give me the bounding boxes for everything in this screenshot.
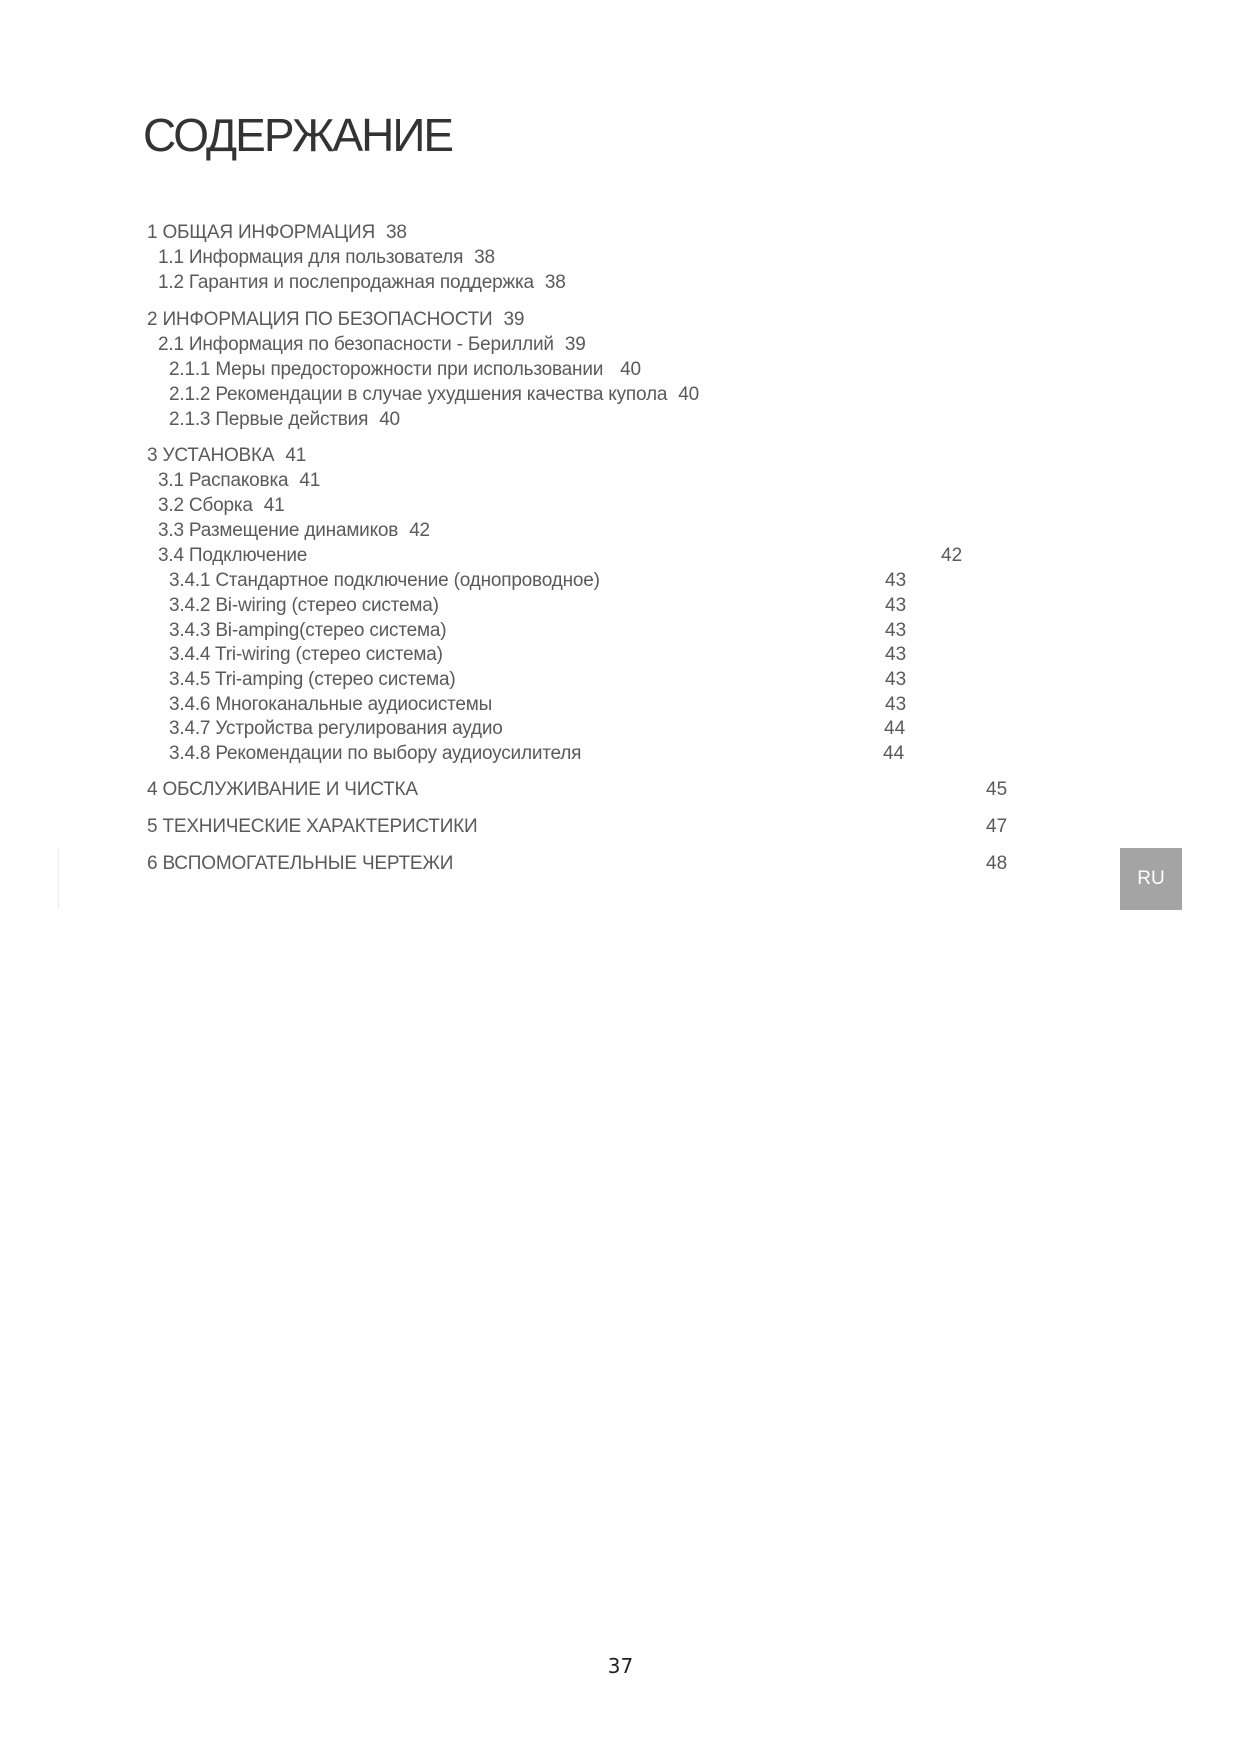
toc-entry[interactable]	[169, 358, 641, 382]
toc-entry-title: 1.2 Гарантия и послепродажная поддержка	[158, 272, 534, 293]
toc-page-number: 41	[299, 470, 321, 491]
toc-entry[interactable]	[169, 408, 400, 432]
toc-page-number: 45	[986, 779, 1008, 800]
toc-entry[interactable]	[158, 519, 430, 543]
toc-entry-title: 2.1.3 Первые действия	[169, 409, 369, 430]
toc-entry[interactable]	[158, 469, 320, 493]
toc-entry[interactable]	[169, 569, 600, 593]
toc-entry-title: 6 ВСПОМОГАТЕЛЬНЫЕ ЧЕРТЕЖИ	[147, 853, 454, 874]
toc-entry-title: 5 ТЕХНИЧЕСКИЕ ХАРАКТЕРИСТИКИ	[147, 816, 478, 837]
toc-entry[interactable]	[147, 221, 407, 245]
toc-entry[interactable]	[147, 308, 524, 332]
toc-entry[interactable]	[169, 619, 446, 643]
toc-entry-title: 3.4.1 Стандартное подключение (однопроводное)	[169, 570, 600, 591]
toc-entry[interactable]	[169, 594, 439, 618]
toc-entry[interactable]	[169, 383, 699, 407]
toc-page-number: 42	[941, 545, 963, 566]
toc-entry-title: 3.4.4 Tri-wiring (стерео система)	[169, 644, 443, 665]
toc-page-number: 43	[885, 694, 907, 715]
toc-page-number: 43	[885, 620, 907, 641]
toc-entry-title: 2.1.1 Меры предосторожности при использовании	[169, 359, 604, 380]
toc-page-number: 41	[263, 495, 285, 516]
toc-entry-title: 4 ОБСЛУЖИВАНИЕ И ЧИСТКА	[147, 779, 418, 800]
toc-entry[interactable]	[147, 778, 418, 802]
toc-entry-title: 2.1 Информация по безопасности - Бериллий	[158, 334, 554, 355]
toc-entry-title: 3.4.7 Устройства регулирования аудио	[169, 718, 503, 739]
toc-page-number: 40	[379, 409, 400, 430]
toc-entry-title: 3 УСТАНОВКА	[147, 445, 275, 466]
toc-page-number: 40	[620, 359, 641, 380]
toc-entry[interactable]	[158, 544, 307, 568]
toc-entry-title: 1.1 Информация для пользователя	[158, 247, 464, 268]
toc-page-number: 43	[885, 570, 907, 591]
toc-page-number: 38	[474, 247, 495, 268]
toc-entry[interactable]	[169, 693, 492, 717]
toc-entry[interactable]	[169, 643, 443, 667]
toc-entry-title: 3.4.8 Рекомендации по выбору аудиоусилителя	[169, 743, 582, 764]
toc-entry-title: 3.4 Подключение	[158, 545, 308, 566]
toc-page-number: 39	[503, 309, 525, 330]
toc-entry[interactable]	[169, 742, 581, 766]
toc-page-number: 38	[385, 222, 407, 243]
margin-rule	[58, 848, 59, 908]
toc-entry-title: 3.4.5 Tri-amping (стерео система)	[169, 669, 456, 690]
page-title: СОДЕРЖАНИЕ	[143, 109, 453, 161]
toc-page-number: 41	[285, 445, 307, 466]
toc-entry-title: 3.4.6 Многоканальные аудиосистемы	[169, 694, 493, 715]
toc-page-number: 42	[409, 520, 430, 541]
toc-entry-title: 1 ОБЩАЯ ИНФОРМАЦИЯ	[147, 222, 375, 243]
toc-entry-title: 2.1.2 Рекомендации в случае ухудшения качества купола	[169, 384, 668, 405]
toc-entry[interactable]	[158, 333, 586, 357]
toc-entry[interactable]	[147, 444, 306, 468]
toc-entry[interactable]	[158, 494, 284, 518]
toc-page-number: 48	[986, 853, 1008, 874]
toc-entry-title: 3.4.2 Bi-wiring (стерео система)	[169, 595, 439, 616]
toc-page-number: 43	[885, 669, 907, 690]
toc-entry-title: 3.2 Сборка	[158, 495, 253, 516]
toc-entry-title: 3.1 Распаковка	[158, 470, 289, 491]
toc-entry[interactable]	[169, 668, 455, 692]
toc-page-number: 39	[564, 334, 586, 355]
toc-page-number: 43	[885, 595, 907, 616]
page-number: 37	[607, 1654, 634, 1678]
toc-entry[interactable]	[169, 717, 503, 741]
toc-entry[interactable]	[158, 246, 495, 270]
toc-entry-title: 3.3 Размещение динамиков	[158, 520, 399, 541]
toc-page-number: 38	[544, 272, 566, 293]
toc-page-number: 44	[884, 718, 906, 739]
toc-page-number: 40	[678, 384, 699, 405]
toc-entry-title: 3.4.3 Bi-amping(стерео система)	[169, 620, 447, 641]
toc-entry-title: 2 ИНФОРМАЦИЯ ПО БЕЗОПАСНОСТИ	[147, 309, 493, 330]
toc-page-number: 44	[883, 743, 905, 764]
toc-entry[interactable]	[158, 271, 566, 295]
toc-page-number: 43	[885, 644, 907, 665]
toc-entry[interactable]	[147, 815, 477, 839]
toc-page-number: 47	[986, 816, 1008, 837]
language-tab: RU	[1120, 848, 1182, 910]
toc-entry[interactable]	[147, 852, 453, 876]
